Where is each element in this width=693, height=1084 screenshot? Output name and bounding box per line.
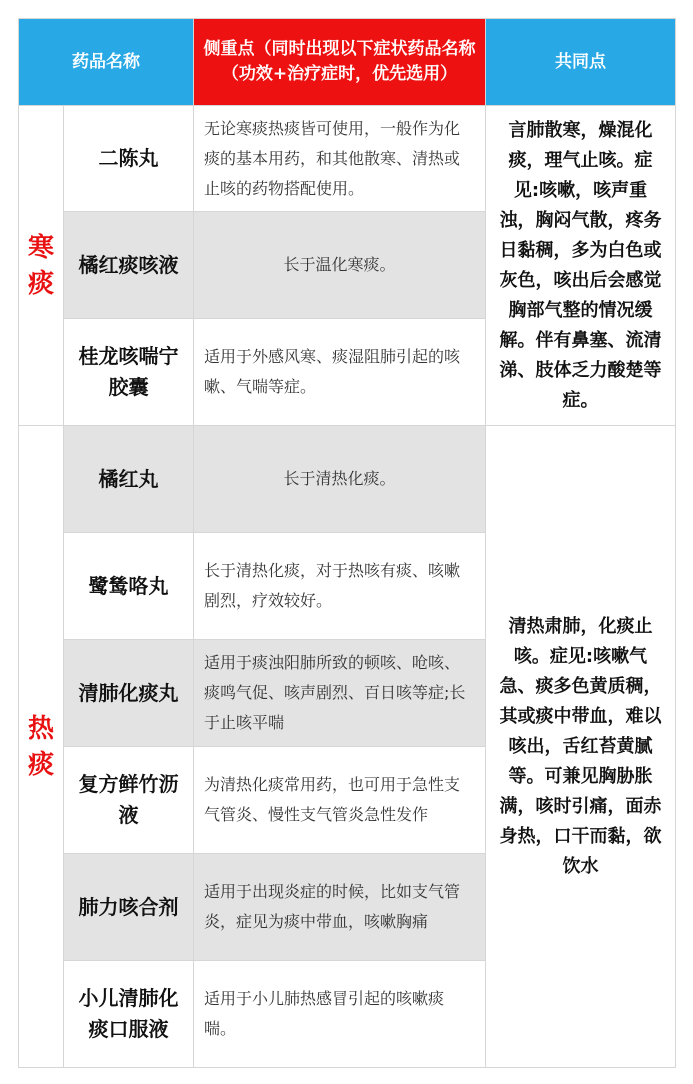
drug-name: 复方鲜竹沥液 — [64, 747, 194, 854]
header-focus: 侧重点（同时出现以下症状药品名称（功效+治疗症时，优先选用） — [194, 19, 486, 106]
drug-focus: 适用于出现炎症的时候，比如支气管炎，症见为痰中带血，咳嗽胸痛 — [194, 854, 486, 961]
drug-name: 肺力咳合剂 — [64, 854, 194, 961]
medicine-table — [18, 18, 676, 1068]
table-row — [19, 106, 676, 212]
table-row — [19, 426, 676, 533]
drug-focus: 长于清热化痰，对于热咳有痰、咳嗽剧烈，疗效较好。 — [194, 533, 486, 640]
drug-focus: 长于温化寒痰。 — [194, 212, 486, 319]
category-hot-phlegm — [19, 426, 64, 1068]
drug-name: 小儿清肺化痰口服液 — [64, 961, 194, 1068]
header-common: 共同点 — [486, 19, 676, 106]
drug-focus: 适用于外感风寒、痰湿阻肺引起的咳嗽、气喘等症。 — [194, 319, 486, 426]
common-points-cold: 言肺散寒，燥混化痰，理气止咳。症见:咳嗽，咳声重浊，胸闷气散，疼务日黏稠，多为白色或灰色，咳出后会感觉胸部气整的情况缓解。伴有鼻塞、流清涕、肢体乏力酸楚等症。 — [486, 106, 676, 426]
category-char: 寒 — [27, 232, 54, 263]
drug-focus: 适用于小儿肺热感冒引起的咳嗽痰喘。 — [194, 961, 486, 1068]
header-row — [19, 19, 676, 106]
drug-name: 橘红丸 — [64, 426, 194, 533]
drug-name: 橘红痰咳液 — [64, 212, 194, 319]
drug-name: 二陈丸 — [64, 106, 194, 212]
drug-focus: 无论寒痰热痰皆可使用，一般作为化痰的基本用药，和其他散寒、清热或止咳的药物搭配使用。 — [194, 106, 486, 212]
drug-focus: 为清热化痰常用药，也可用于急性支气管炎、慢性支气管炎急性发作 — [194, 747, 486, 854]
common-points-hot: 清热肃肺，化痰止咳。症见:咳嗽气急、痰多色黄质稠，其或痰中带血，难以咳出，舌红苔黄腻等。可兼见胸胁胀满，咳时引痛，面赤身热，口干而黏，欲饮水 — [486, 426, 676, 1068]
category-char: 痰 — [27, 268, 54, 299]
drug-focus: 长于清热化痰。 — [194, 426, 486, 533]
header-drug-name: 药品名称 — [19, 19, 194, 106]
drug-name: 桂龙咳喘宁胶囊 — [64, 319, 194, 426]
category-char: 痰 — [27, 749, 54, 780]
drug-name: 清肺化痰丸 — [64, 640, 194, 747]
drug-name: 鹭鸶咯丸 — [64, 533, 194, 640]
category-cold-phlegm — [19, 106, 64, 426]
category-char: 热 — [27, 713, 54, 744]
drug-focus: 适用于痰浊阳肺所致的顿咳、呛咳、痰鸣气促、咳声剧烈、百日咳等症;长于止咳平喘 — [194, 640, 486, 747]
